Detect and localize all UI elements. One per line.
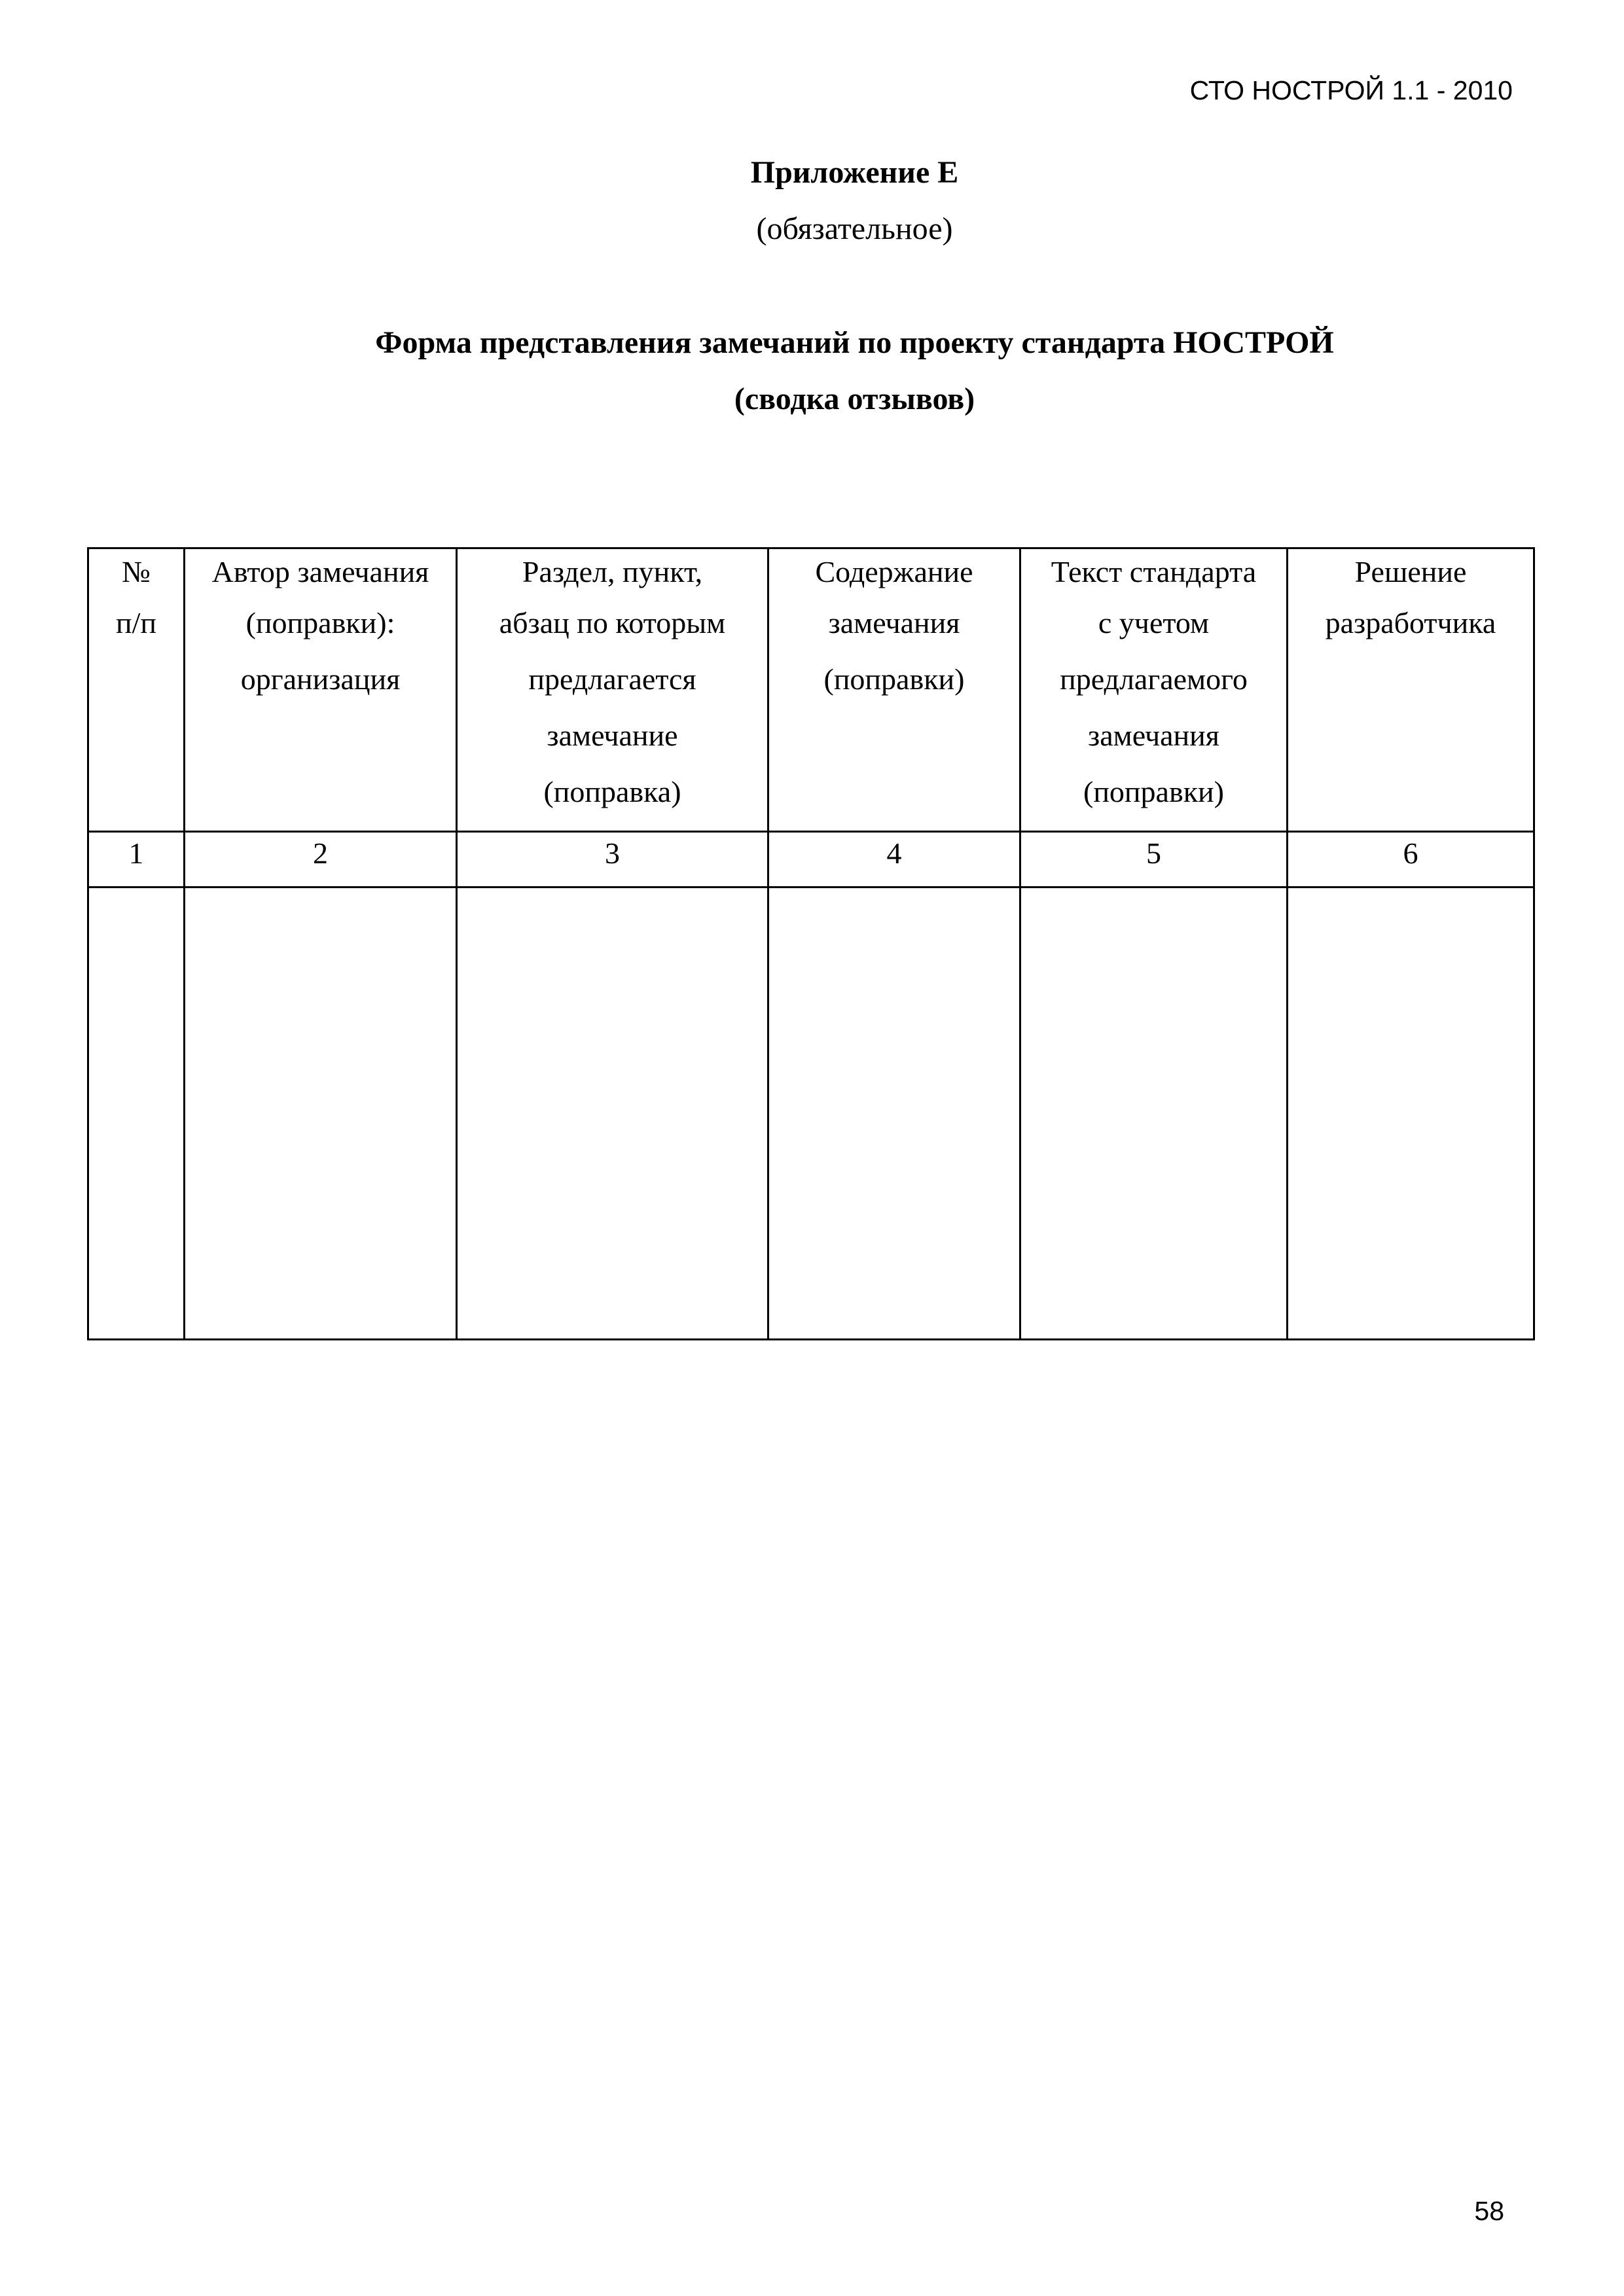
- feedback-table: [87, 547, 1535, 1340]
- column-number-row: [88, 832, 1534, 888]
- header-line: замечания: [1088, 719, 1219, 752]
- column-number-cell: 6: [1288, 832, 1534, 888]
- header-line: (поправки):: [245, 606, 395, 639]
- header-line: замечания: [828, 606, 960, 639]
- appendix-title: Приложение Е: [750, 155, 959, 190]
- header-line: (поправка): [543, 775, 681, 808]
- table-header-row: [88, 548, 1534, 832]
- form-title: Форма представления замечаний по проекту стандарта НОСТРОЙ: [375, 325, 1334, 360]
- column-number-cell: 4: [768, 832, 1020, 888]
- header-line: Содержание: [815, 555, 973, 588]
- header-cell-number: [88, 548, 185, 832]
- header-line: (поправки): [1083, 775, 1224, 808]
- header-cell-decision: [1288, 548, 1534, 832]
- header-cell-author: [185, 548, 457, 832]
- empty-cell: [185, 888, 457, 1340]
- header-line: предлагается: [528, 662, 696, 696]
- appendix-status: (обязательное): [756, 211, 953, 246]
- header-line: №: [122, 555, 151, 588]
- column-number-cell: 5: [1020, 832, 1288, 888]
- header-line: предлагаемого: [1060, 662, 1248, 696]
- empty-cell: [768, 888, 1020, 1340]
- header-line: Текст стандарта: [1051, 555, 1257, 588]
- page-number: 58: [1474, 2196, 1504, 2226]
- header-line: Автор замечания: [211, 555, 429, 588]
- header-cell-section: [457, 548, 768, 832]
- empty-cell: [457, 888, 768, 1340]
- header-line: замечание: [547, 719, 678, 752]
- column-number-cell: 2: [185, 832, 457, 888]
- document-code: СТО НОСТРОЙ 1.1 - 2010: [1189, 75, 1513, 105]
- header-line: Раздел, пункт,: [522, 555, 703, 588]
- header-line: разработчика: [1325, 606, 1496, 639]
- header-line: (поправки): [823, 662, 965, 696]
- empty-cell: [1020, 888, 1288, 1340]
- empty-cell: [1288, 888, 1534, 1340]
- header-line: с учетом: [1098, 606, 1210, 639]
- header-line: Решение: [1354, 555, 1467, 588]
- form-subtitle: (сводка отзывов): [734, 382, 975, 416]
- table-row-empty: [88, 888, 1534, 1340]
- column-number-cell: 1: [88, 832, 185, 888]
- header-cell-content: [768, 548, 1020, 832]
- header-line: п/п: [115, 606, 156, 639]
- empty-cell: [88, 888, 185, 1340]
- header-cell-standard-text: [1020, 548, 1288, 832]
- header-line: организация: [240, 662, 401, 696]
- header-line: абзац по которым: [499, 606, 726, 639]
- column-number-cell: 3: [457, 832, 768, 888]
